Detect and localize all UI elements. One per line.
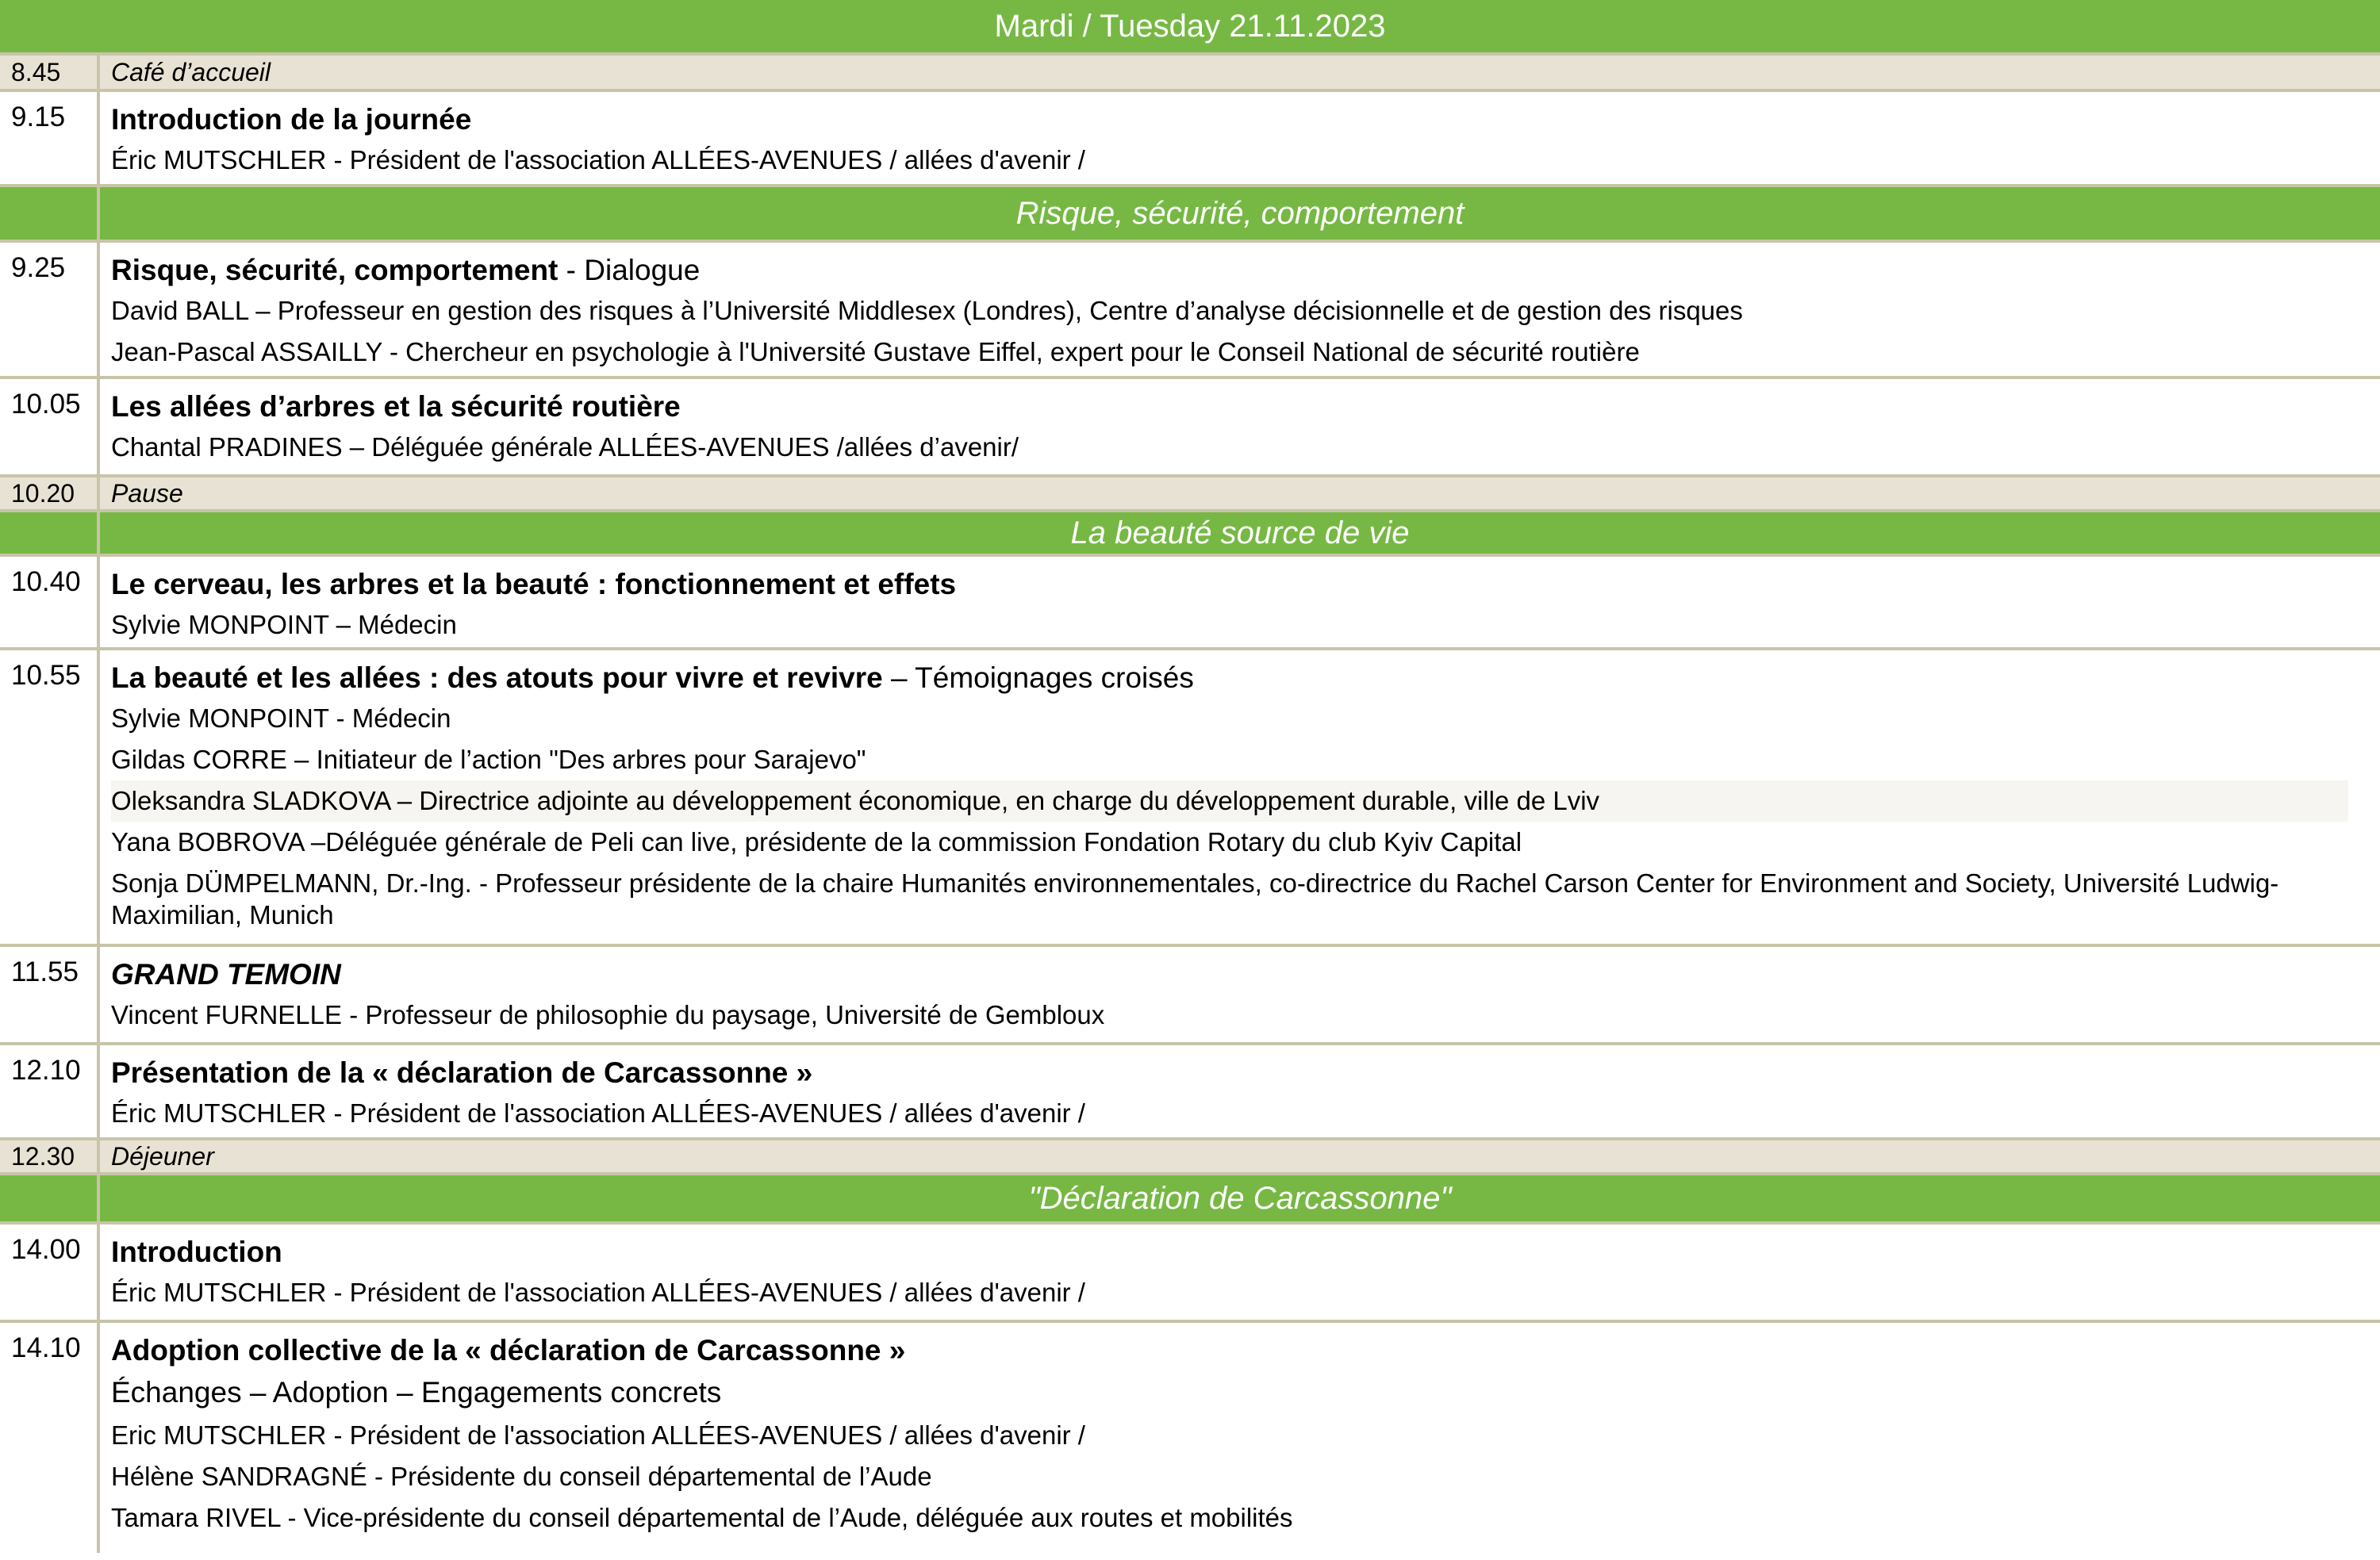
session-content (100, 92, 2380, 184)
session-title-text: Risque, sécurité, comportement (111, 254, 559, 286)
speaker: Éric MUTSCHLER - Président de l'association ALLÉES-AVENUES / allées d'avenir / (111, 1278, 1085, 1307)
session-title: GRAND TEMOIN (111, 958, 341, 991)
section-row (0, 1175, 2380, 1225)
speaker: Oleksandra SLADKOVA – Directrice adjointe au développement économique, en charge du développement durable, ville de Lviv (111, 780, 2348, 822)
speaker: Jean-Pascal ASSAILLY - Chercheur en psychologie à l'Université Gustave Eiffel, expert pour le Conseil National de sécurité routière (111, 337, 1640, 366)
session-content (100, 1225, 2380, 1320)
session-title-suffix: - Dialogue (558, 254, 701, 286)
speaker: Tamara RIVEL - Vice-présidente du conseil départemental de l’Aude, déléguée aux routes et mobilités (111, 1503, 1293, 1532)
time-cell-empty (0, 187, 100, 240)
time-cell: 9.25 (0, 243, 100, 376)
session-title-text: La beauté et les allées : des atouts pour vivre et revivre (111, 661, 883, 694)
session-row (0, 557, 2380, 650)
speaker: Eric MUTSCHLER - Président de l'association ALLÉES-AVENUES / allées d'avenir / (111, 1420, 1085, 1450)
session-content (100, 243, 2380, 376)
time-cell: 12.10 (0, 1045, 100, 1137)
session-title-suffix: – Témoignages croisés (882, 661, 1194, 694)
speaker: Éric MUTSCHLER - Président de l'association ALLÉES-AVENUES / allées d'avenir / (111, 145, 1085, 174)
session-row (0, 1045, 2380, 1140)
session-content (100, 557, 2380, 647)
time-cell: 10.40 (0, 557, 100, 647)
time-cell: 14.10 (0, 1323, 100, 1553)
session-content (100, 650, 2380, 944)
session-content (100, 1323, 2380, 1553)
session-content (100, 379, 2380, 474)
time-cell: 10.55 (0, 650, 100, 944)
break-label: Déjeuner (111, 1141, 214, 1171)
break-row (0, 56, 2380, 92)
session-row (0, 92, 2380, 187)
speaker: Sonja DÜMPELMANN, Dr.-Ing. - Professeur présidente de la chaire Humanités environnementales, co-directrice du Rachel Carson Center for Environment and Society, Université Ludwig-Maximilian, Munich (111, 868, 2279, 929)
session-row (0, 243, 2380, 379)
session-title: Introduction (111, 1236, 282, 1268)
time-cell: 10.05 (0, 379, 100, 474)
session-row (0, 947, 2380, 1045)
speaker: David BALL – Professeur en gestion des risques à l’Université Middlesex (Londres), Centre d’analyse décisionnelle et de gestion des risques (111, 296, 1743, 325)
break-label: Café d’accueil (111, 57, 271, 86)
session-title: Introduction de la journée (111, 103, 472, 136)
session-title (111, 251, 2348, 290)
time-cell-empty (0, 512, 100, 554)
session-title: Adoption collective de la « déclaration de Carcassonne » (111, 1334, 906, 1366)
session-title: Présentation de la « déclaration de Carcassonne » (111, 1056, 813, 1089)
time-cell: 10.20 (0, 477, 100, 509)
speaker: Chantal PRADINES – Déléguée générale ALLÉES-AVENUES /allées d’avenir/ (111, 432, 1019, 462)
session-content (100, 947, 2380, 1042)
section-title: La beauté source de vie (1070, 515, 1410, 550)
session-row (0, 650, 2380, 947)
speaker: Gildas CORRE – Initiateur de l’action "Des arbres pour Sarajevo" (111, 745, 866, 774)
time-cell: 8.45 (0, 56, 100, 89)
session-row (0, 1323, 2380, 1553)
break-label: Pause (111, 478, 183, 508)
speaker: Sylvie MONPOINT - Médecin (111, 703, 451, 733)
session-title: Les allées d’arbres et la sécurité routière (111, 390, 681, 423)
session-content (100, 1045, 2380, 1137)
time-cell: 12.30 (0, 1140, 100, 1172)
session-row (0, 1225, 2380, 1323)
day-header: Mardi / Tuesday 21.11.2023 (0, 0, 2380, 56)
speaker: Hélène SANDRAGNÉ - Présidente du conseil départemental de l’Aude (111, 1462, 932, 1491)
session-title: Le cerveau, les arbres et la beauté : fonctionnement et effets (111, 568, 957, 600)
section-row (0, 512, 2380, 557)
break-row (0, 1140, 2380, 1175)
speaker: Sylvie MONPOINT – Médecin (111, 610, 457, 639)
section-row (0, 187, 2380, 243)
time-cell: 14.00 (0, 1225, 100, 1320)
time-cell: 9.15 (0, 92, 100, 184)
speaker: Vincent FURNELLE - Professeur de philosophie du paysage, Université de Gembloux (111, 1000, 1105, 1029)
time-cell-empty (0, 1175, 100, 1221)
section-title: "Déclaration de Carcassonne" (1028, 1180, 1452, 1216)
session-title (111, 658, 2348, 698)
session-subtitle: Échanges – Adoption – Engagements concrets (111, 1376, 722, 1409)
session-row (0, 379, 2380, 477)
speaker: Éric MUTSCHLER - Président de l'association ALLÉES-AVENUES / allées d'avenir / (111, 1098, 1085, 1128)
time-cell: 11.55 (0, 947, 100, 1042)
break-row (0, 477, 2380, 512)
speaker: Yana BOBROVA –Déléguée générale de Peli can live, présidente de la commission Fondation Rotary du club Kyiv Capital (111, 827, 1522, 857)
section-title: Risque, sécurité, comportement (1015, 195, 1464, 231)
